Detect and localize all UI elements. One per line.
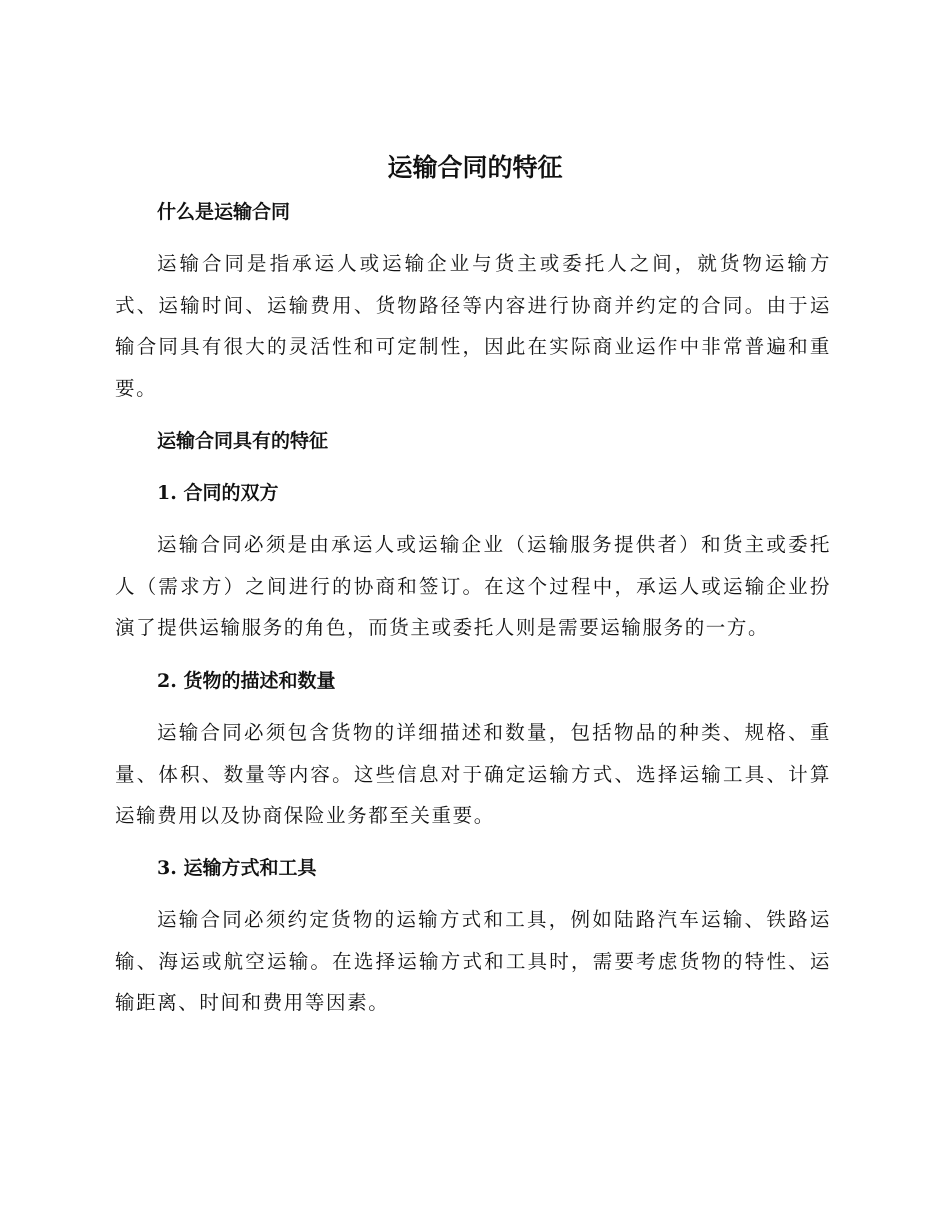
section-heading-goods: 2. 货物的描述和数量 — [157, 670, 336, 692]
section-paragraph-what-is: 运输合同是指承运人或运输企业与货主或委托人之间，就货物运输方式、运输时间、运输费用、货物路径等内容进行协商并约定的合同。由于运输合同具有很大的灵活性和可定制性，因此在实际商业运作中非常普遍和重要。 — [115, 252, 831, 400]
section-paragraph-methods: 运输合同必须约定货物的运输方式和工具，例如陆路汽车运输、铁路运输、海运或航空运输。在选择运输方式和工具时，需要考虑货物的特性、运输距离、时间和费用等因素。 — [115, 908, 831, 1014]
section-heading-methods: 3. 运输方式和工具 — [157, 857, 317, 879]
section-heading-features: 运输合同具有的特征 — [157, 430, 329, 452]
document-title: 运输合同的特征 — [387, 153, 563, 182]
section-paragraph-goods: 运输合同必须包含货物的详细描述和数量，包括物品的种类、规格、重量、体积、数量等内容。这些信息对于确定运输方式、选择运输工具、计算运输费用以及协商保险业务都至关重要。 — [115, 721, 831, 827]
section-heading-what-is: 什么是运输合同 — [157, 201, 291, 223]
section-paragraph-parties: 运输合同必须是由承运人或运输企业（运输服务提供者）和货主或委托人（需求方）之间进行的协商和签订。在这个过程中，承运人或运输企业扮演了提供运输服务的角色，而货主或委托人则是需要运输服务的一方。 — [115, 533, 831, 639]
section-heading-parties: 1. 合同的双方 — [157, 482, 279, 504]
